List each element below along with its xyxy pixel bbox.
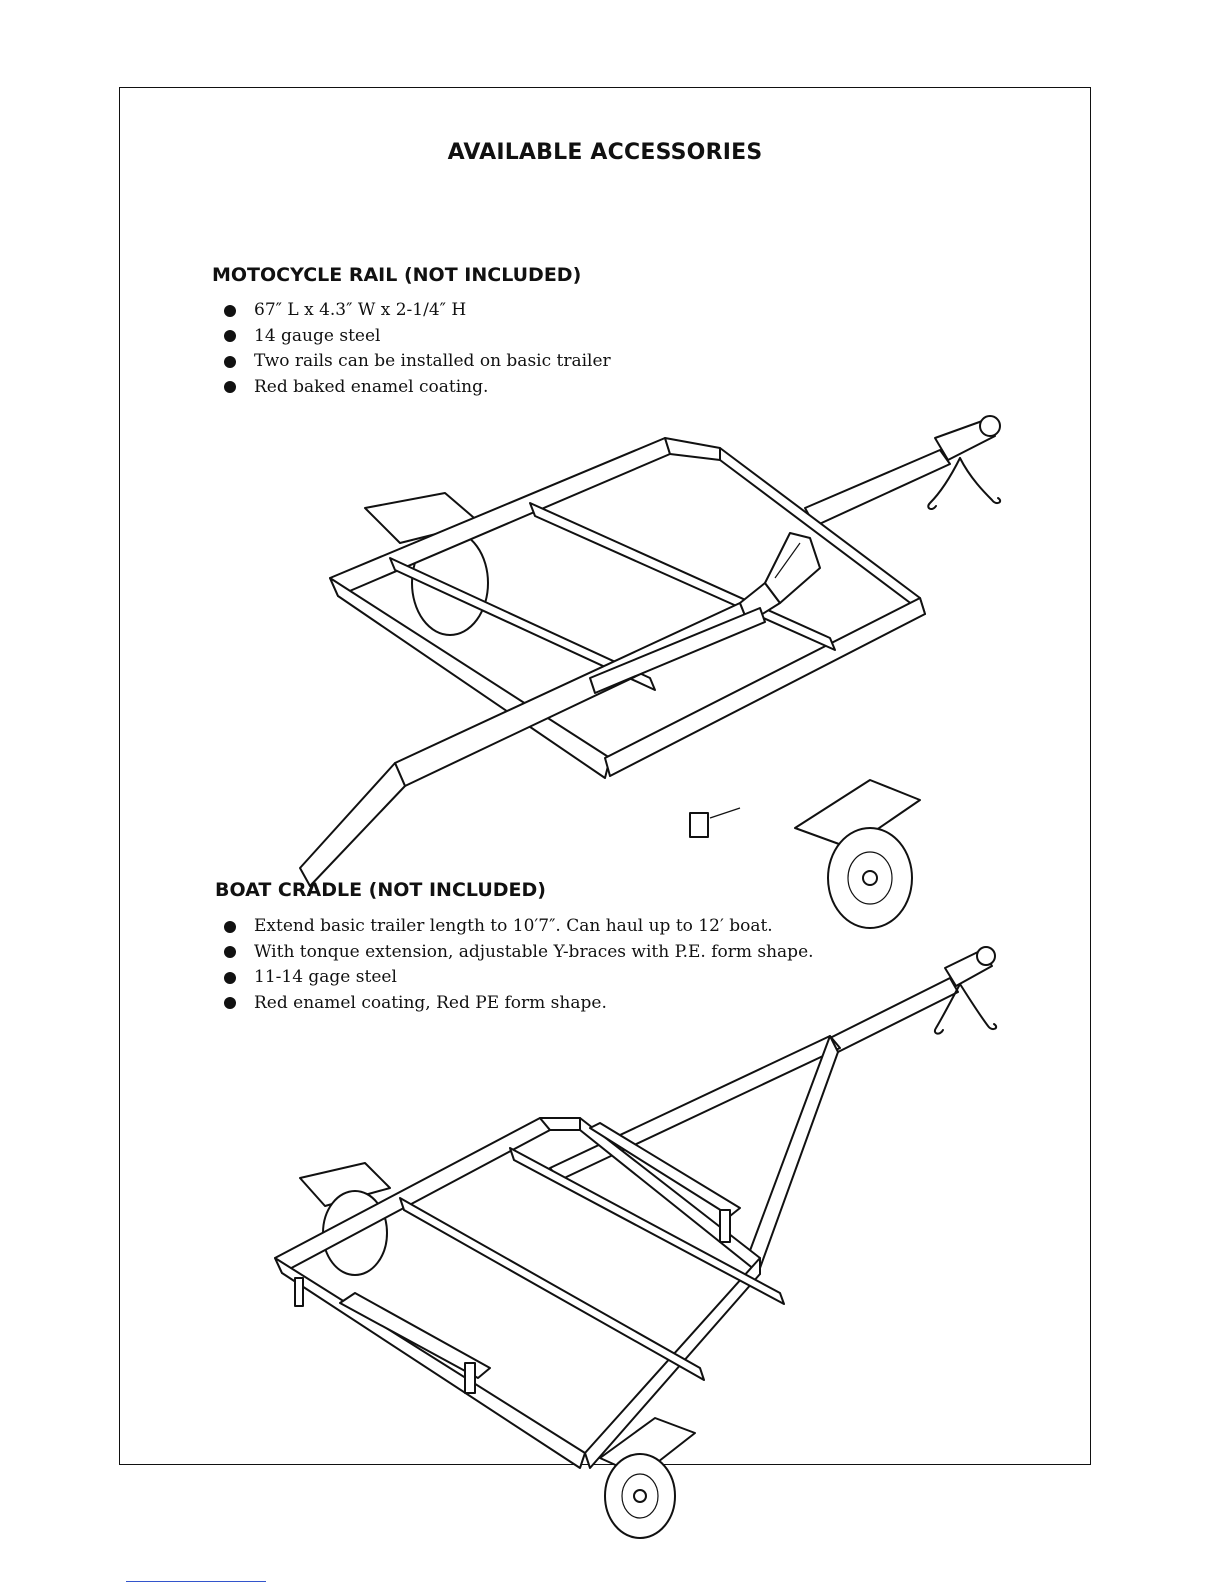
- list-item: 11-14 gage steel: [224, 965, 814, 991]
- list-item: Red enamel coating, Red PE form shape.: [224, 991, 814, 1017]
- bullet-icon: [224, 305, 236, 317]
- bullet-icon: [224, 972, 236, 984]
- bullet-icon: [224, 997, 236, 1009]
- bullet-icon: [224, 356, 236, 368]
- page-title: AVAILABLE ACCESSORIES: [447, 140, 763, 165]
- bullet-icon: [224, 921, 236, 933]
- page-frame: [119, 87, 1091, 1465]
- list-item: Extend basic trailer length to 10′7″. Can haul up to 12′ boat.: [224, 914, 814, 940]
- boat-cradle-trailer-drawing: [260, 948, 1020, 1408]
- list-item: With tonque extension, adjustable Y-braces with P.E. form shape.: [224, 940, 814, 966]
- page-footer-link[interactable]: [126, 1581, 266, 1582]
- bullet-icon: [224, 381, 236, 393]
- motorcycle-rail-heading: MOTOCYCLE RAIL (NOT INCLUDED): [212, 264, 582, 286]
- bullet-icon: [224, 946, 236, 958]
- list-item: Two rails can be installed on basic trailer: [224, 349, 611, 375]
- motorcycle-rail-trailer-drawing: [270, 408, 1010, 818]
- list-item: 67″ L x 4.3″ W x 2-1/4″ H: [224, 298, 611, 324]
- boat-cradle-heading: BOAT CRADLE (NOT INCLUDED): [215, 879, 546, 901]
- list-item: 14 gauge steel: [224, 324, 611, 350]
- list-item: Red baked enamel coating.: [224, 375, 611, 401]
- bullet-icon: [224, 330, 236, 342]
- motorcycle-rail-specs: [224, 298, 611, 400]
